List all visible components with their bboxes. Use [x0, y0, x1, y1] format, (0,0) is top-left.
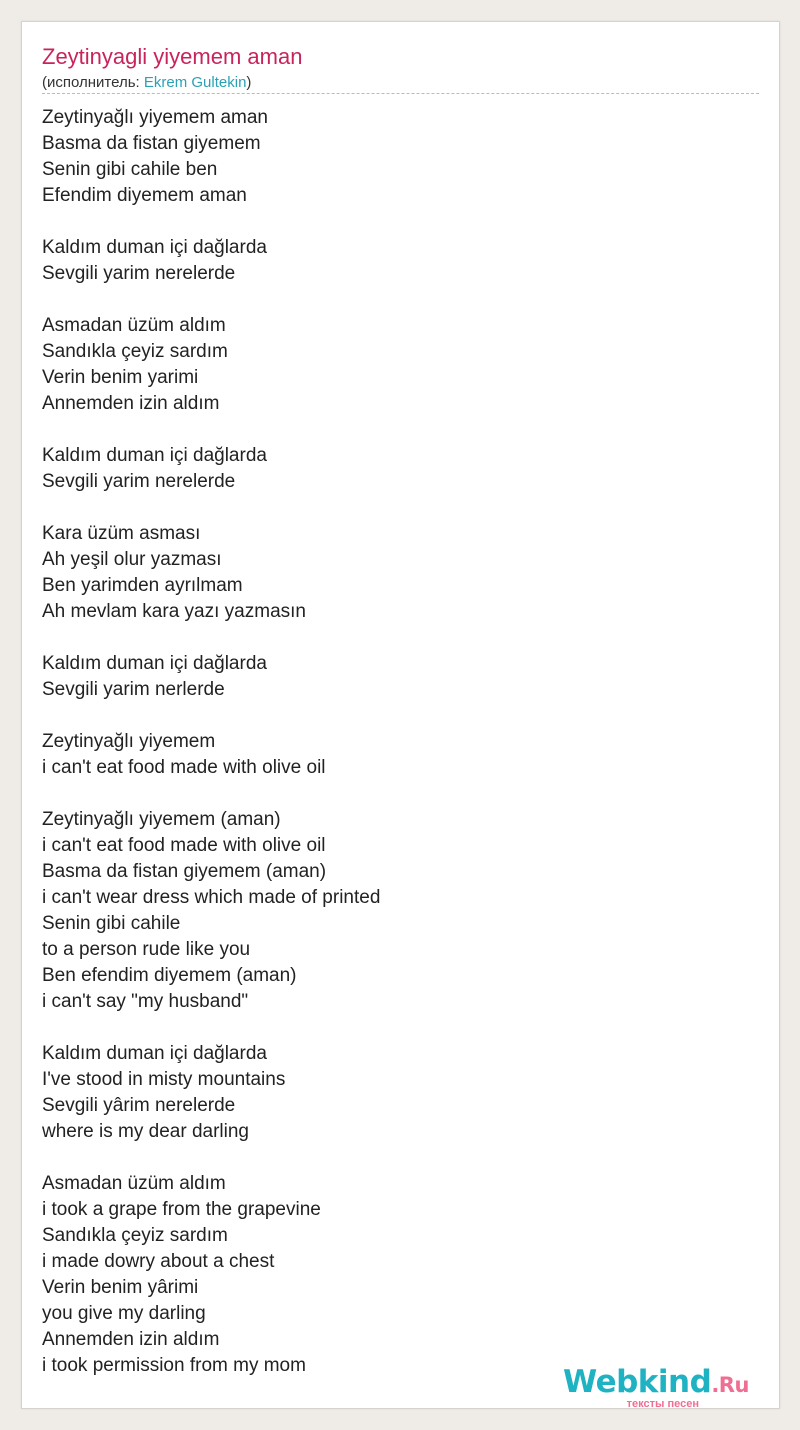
lyric-line: Zeytinyağlı yiyemem aman [42, 107, 268, 128]
stanza-break [42, 209, 380, 235]
stanza-break [42, 781, 380, 807]
stanza-break [42, 1015, 380, 1041]
lyric-line: i can't say "my husband" [42, 991, 249, 1012]
lyric-line: Annemden izin aldım [42, 393, 220, 414]
lyric-line: you give my darling [42, 1303, 206, 1324]
lyric-line: Zeytinyağlı yiyemem [42, 731, 216, 752]
lyric-line: to a person rude like you [42, 939, 251, 960]
artist-suffix: ) [246, 74, 252, 91]
lyric-line: Sevgili yarim nerelerde [42, 471, 236, 492]
lyric-line: Sevgili yarim nerlerde [42, 679, 225, 700]
lyric-line: i took a grape from the grapevine [42, 1199, 321, 1220]
stanza-break [42, 287, 380, 313]
lyric-line: Ah mevlam kara yazı yazmasın [42, 601, 306, 622]
logo-tld: .Ru [711, 1373, 749, 1397]
site-logo[interactable] [563, 1364, 749, 1411]
lyric-line: i made dowry about a chest [42, 1251, 275, 1272]
lyric-line: Ben yarimden ayrılmam [42, 575, 243, 596]
lyric-line: Kara üzüm asması [42, 523, 201, 544]
stanza-break [42, 495, 380, 521]
stanza-break [42, 703, 380, 729]
logo-wordmark [563, 1364, 749, 1402]
lyric-line: Sevgili yârim nerelerde [42, 1095, 236, 1116]
lyric-line: Sandıkla çeyiz sardım [42, 341, 228, 362]
lyric-line: I've stood in misty mountains [42, 1069, 286, 1090]
lyric-line: Efendim diyemem aman [42, 185, 247, 206]
lyric-line: Kaldım duman içi dağlarda [42, 1043, 267, 1064]
lyric-line: Kaldım duman içi dağlarda [42, 237, 267, 258]
lyric-line: Asmadan üzüm aldım [42, 1173, 226, 1194]
logo-name: Webkind [563, 1364, 712, 1400]
lyric-line: Sevgili yarim nerelerde [42, 263, 236, 284]
lyric-line: Basma da fistan giyemem [42, 133, 261, 154]
lyric-line: i took permission from my mom [42, 1355, 306, 1376]
stanza-break [42, 417, 380, 443]
lyric-line: Verin benim yarimi [42, 367, 199, 388]
lyric-line: Verin benim yârimi [42, 1277, 199, 1298]
lyric-line: Kaldım duman içi dağlarda [42, 445, 267, 466]
artist-prefix: (исполнитель: [42, 74, 144, 91]
lyric-line: Ben efendim diyemem (aman) [42, 965, 297, 986]
lyric-line: Kaldım duman içi dağlarda [42, 653, 267, 674]
title-divider [42, 93, 759, 94]
lyrics-text [42, 105, 380, 1379]
lyric-line: Senin gibi cahile [42, 913, 181, 934]
lyric-line: i can't wear dress which made of printed [42, 887, 381, 908]
artist-link[interactable]: Ekrem Gultekin [143, 74, 247, 91]
artist-line [42, 74, 251, 92]
stanza-break [42, 625, 380, 651]
lyric-line: Basma da fistan giyemem (aman) [42, 861, 327, 882]
song-title: Zeytinyagli yiyemem aman [42, 44, 303, 69]
lyric-line: Sandıkla çeyiz sardım [42, 1225, 228, 1246]
logo-tagline: тексты песен [626, 1398, 699, 1410]
lyric-line: i can't eat food made with olive oil [42, 835, 326, 856]
lyrics-page [21, 21, 780, 1409]
lyric-line: where is my dear darling [42, 1121, 249, 1142]
lyric-line: i can't eat food made with olive oil [42, 757, 326, 778]
lyric-line: Senin gibi cahile ben [42, 159, 218, 180]
lyric-line: Asmadan üzüm aldım [42, 315, 226, 336]
stanza-break [42, 1145, 380, 1171]
lyric-line: Ah yeşil olur yazması [42, 549, 222, 570]
lyric-line: Annemden izin aldım [42, 1329, 220, 1350]
lyric-line: Zeytinyağlı yiyemem (aman) [42, 809, 281, 830]
